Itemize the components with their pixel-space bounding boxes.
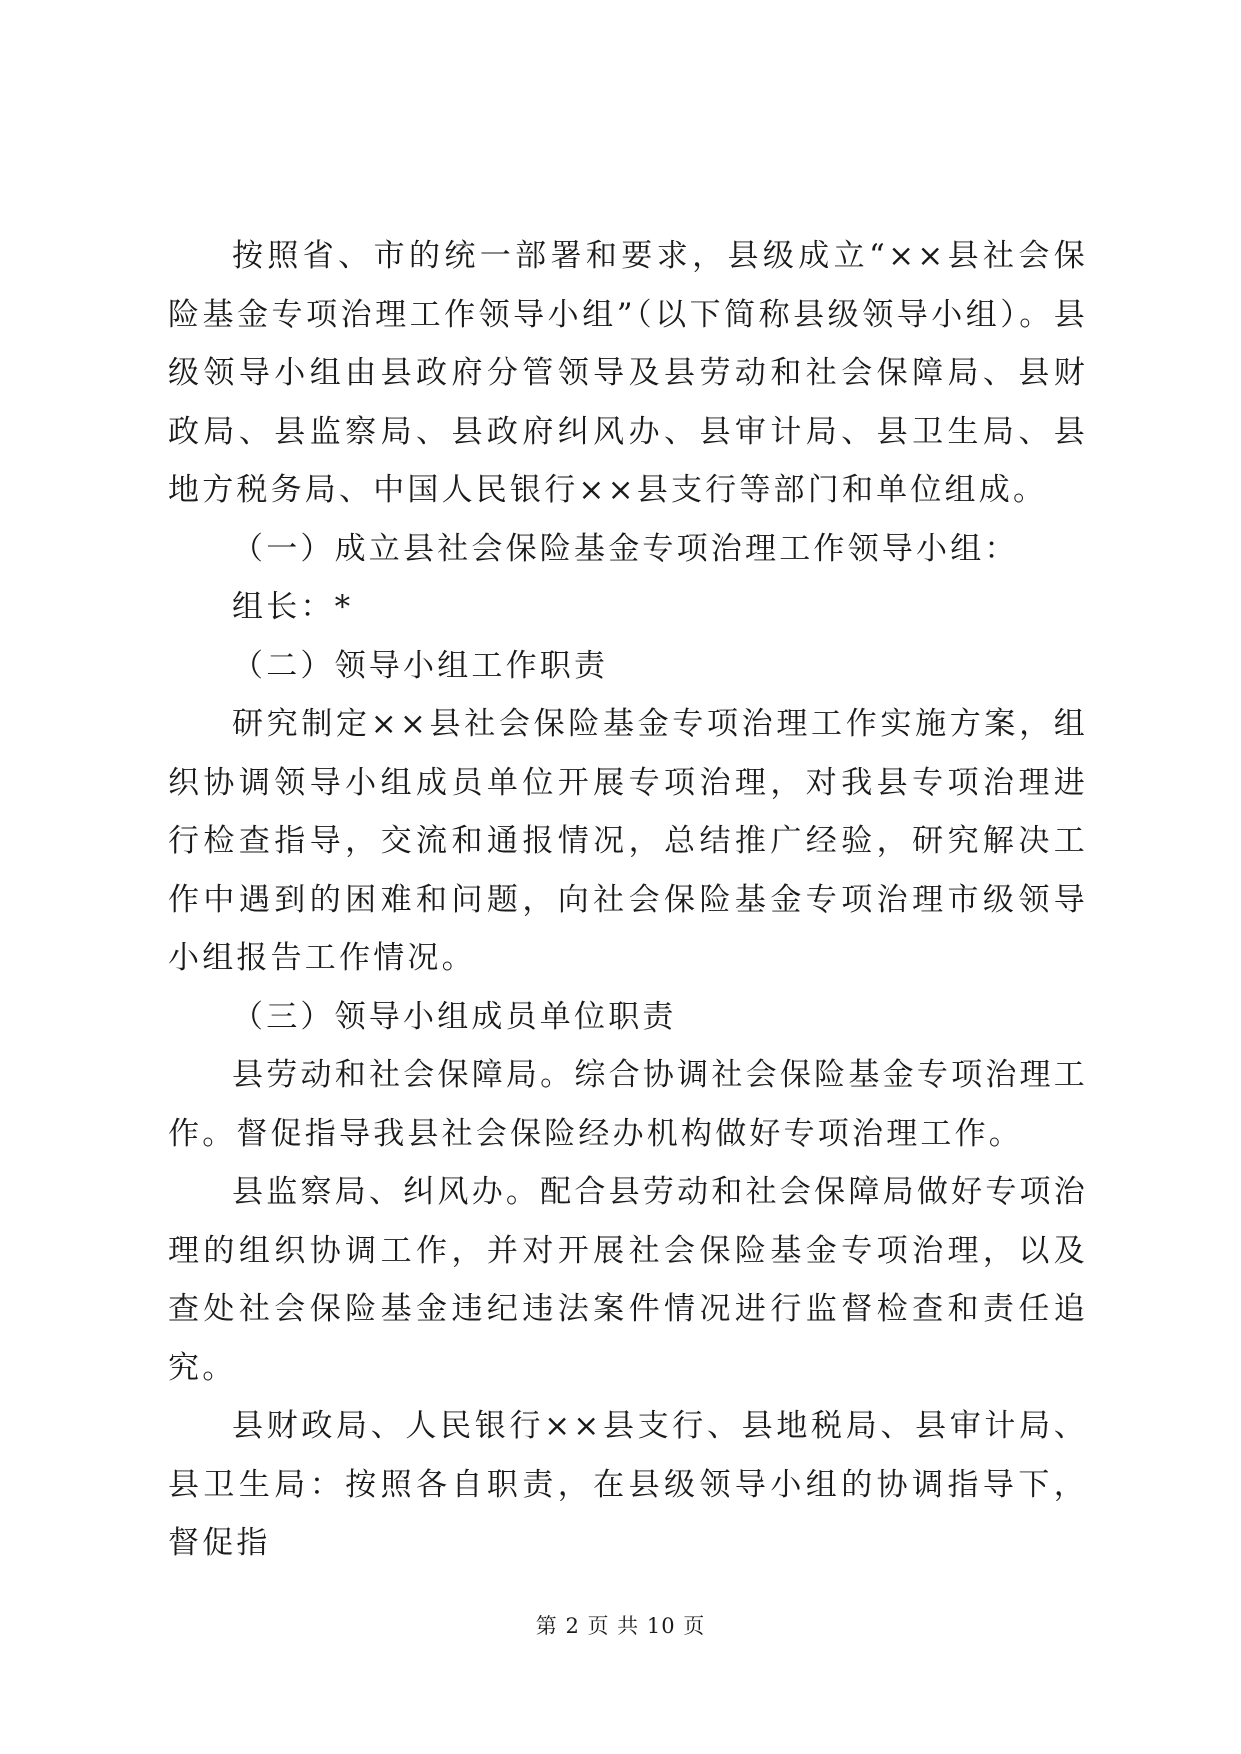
page-number-footer: 第 2 页 共 10 页 — [535, 1614, 706, 1638]
paragraph-finance-bureau-duties: 县财政局、人民银行××县支行、县地税局、县审计局、县卫生局：按照各自职责，在县级领导小组的协调指导下，督促指 — [168, 1408, 1088, 1561]
paragraph-supervision-bureau-duties: 县监察局、纠风办。配合县劳动和社会保障局做好专项治理的组织协调工作，并对开展社会保险基金专项治理，以及查处社会保险基金违纪违法案件情况进行监督检查和责任追究。 — [168, 1174, 1088, 1386]
group-leader-line: 组长：* — [232, 589, 354, 625]
paragraph-leadership-group-intro: 按照省、市的统一部署和要求，县级成立“××县社会保险基金专项治理工作领导小组”（以下简称县级领导小组）。县级领导小组由县政府分管领导及县劳动和社会保障局、县财政局、县监察局、县政府纠风办、县审计局、县卫生局、县地方税务局、中国人民银行××县支行等部门和单位组成。 — [168, 238, 1088, 508]
section-heading-1: （一）成立县社会保险基金专项治理工作领导小组： — [232, 530, 1019, 567]
document-body — [168, 227, 1088, 1573]
section-heading-2: （二）领导小组工作职责 — [232, 647, 609, 684]
paragraph-labor-bureau-duties: 县劳动和社会保障局。综合协调社会保险基金专项治理工作。督促指导我县社会保险经办机构做好专项治理工作。 — [168, 1057, 1088, 1152]
paragraph-group-duties: 研究制定××县社会保险基金专项治理工作实施方案，组织协调领导小组成员单位开展专项治理，对我县专项治理进行检查指导，交流和通报情况，总结推广经验，研究解决工作中遇到的困难和问题，向社会保险基金专项治理市级领导小组报告工作情况。 — [168, 706, 1088, 976]
section-heading-3: （三）领导小组成员单位职责 — [232, 998, 677, 1035]
